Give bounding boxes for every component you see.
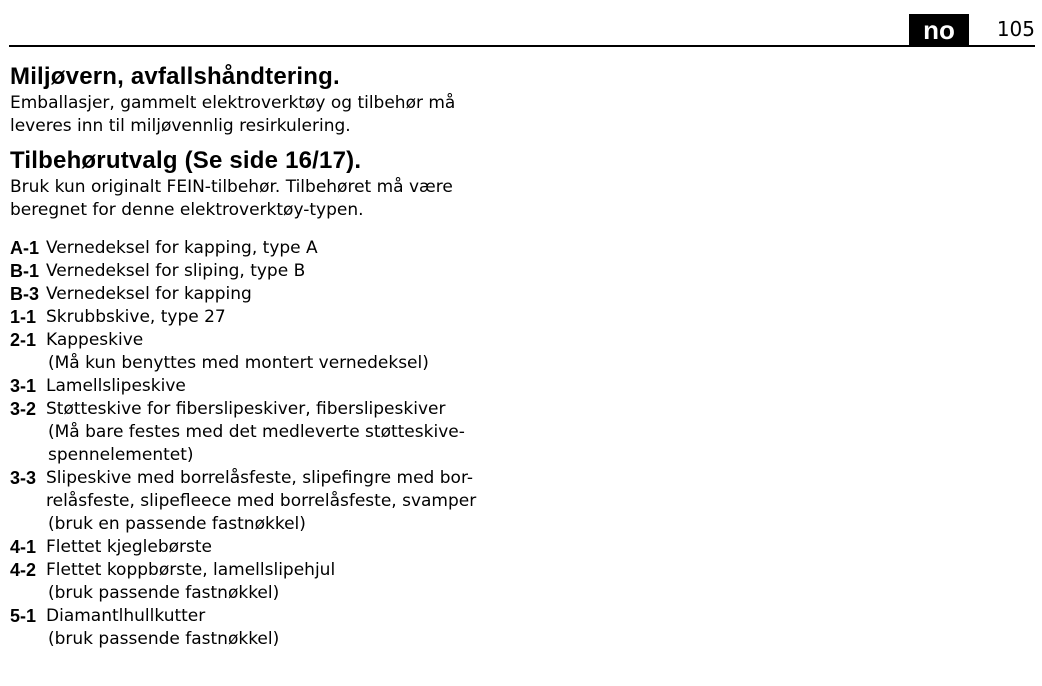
accessory-entry — [10, 536, 510, 559]
accessory-note: (Må kun benyttes med montert vernedeksel) — [48, 353, 429, 373]
accessory-note: (Må bare festes med det medleverte støtteskive- spennelementet) — [48, 422, 465, 465]
accessory-line — [10, 467, 510, 513]
accessory-code: 4-1 — [10, 537, 37, 557]
accessory-description: Skrubbskive, type 27 — [46, 307, 226, 327]
accessory-description: Diamantlhullkutter — [46, 606, 206, 626]
section-accessories — [10, 146, 510, 222]
accessory-line — [10, 260, 510, 283]
accessory-line — [10, 398, 510, 421]
accessory-code: 2-1 — [10, 330, 37, 350]
header-divider — [9, 45, 1035, 47]
section-heading: Miljøvern, avfallshåndtering. — [10, 63, 340, 90]
accessory-entry — [10, 329, 510, 375]
accessory-description: Vernedeksel for kapping — [46, 284, 252, 304]
accessory-entry — [10, 467, 510, 536]
section-paragraph: Bruk kun originalt FEIN-tilbehør. Tilbehøret må være beregnet for denne elektroverktøy-typen. — [10, 177, 453, 220]
section-paragraph: Emballasjer, gammelt elektroverktøy og tilbehør må leveres inn til miljøvennlig resirkulering. — [10, 93, 456, 136]
accessory-entry — [10, 559, 510, 605]
content-column — [10, 62, 510, 651]
accessory-code: B-1 — [10, 261, 40, 281]
accessory-entry — [10, 605, 510, 651]
accessory-code: B-3 — [10, 284, 40, 304]
accessory-code: 3-3 — [10, 468, 37, 488]
accessory-entry — [10, 306, 510, 329]
accessory-code: 3-1 — [10, 376, 37, 396]
page-number: 105 — [996, 17, 1035, 41]
accessory-line — [10, 306, 510, 329]
accessory-code: A-1 — [10, 238, 40, 258]
accessory-line — [10, 536, 510, 559]
accessory-code: 3-2 — [10, 399, 37, 419]
accessory-note: (bruk passende fastnøkkel) — [48, 629, 280, 649]
accessory-list — [10, 237, 510, 651]
accessory-line — [10, 329, 510, 352]
accessory-description: Vernedeksel for sliping, type B — [46, 261, 306, 281]
accessory-entry — [10, 283, 510, 306]
accessory-code: 5-1 — [10, 606, 37, 626]
accessory-description: Vernedeksel for kapping, type A — [46, 238, 318, 258]
accessory-line — [10, 559, 510, 582]
language-badge: no — [909, 14, 969, 46]
accessory-note: (bruk en passende fastnøkkel) — [48, 514, 306, 534]
accessory-line — [10, 375, 510, 398]
accessory-description: Slipeskive med borrelåsfeste, slipefingre med bor- relåsfeste, slipefleece med borrelåsfeste, svamper — [46, 468, 477, 511]
section-environment — [10, 62, 510, 138]
accessory-description: Kappeskive — [46, 330, 144, 350]
accessory-note: (bruk passende fastnøkkel) — [48, 583, 280, 603]
accessory-description: Flettet kjeglebørste — [46, 537, 212, 557]
accessory-entry — [10, 375, 510, 398]
section-heading: Tilbehørutvalg (Se side 16/17). — [10, 147, 362, 174]
accessory-description: Støtteskive for fiberslipeskiver, fiberslipeskiver — [46, 399, 446, 419]
accessory-description: Lamellslipeskive — [46, 376, 186, 396]
accessory-code: 1-1 — [10, 307, 37, 327]
accessory-line — [10, 283, 510, 306]
accessory-entry — [10, 398, 510, 467]
accessory-code: 4-2 — [10, 560, 37, 580]
accessory-description: Flettet koppbørste, lamellslipehjul — [46, 560, 336, 580]
accessory-line — [10, 605, 510, 628]
accessory-entry — [10, 237, 510, 260]
accessory-entry — [10, 260, 510, 283]
accessory-line — [10, 237, 510, 260]
